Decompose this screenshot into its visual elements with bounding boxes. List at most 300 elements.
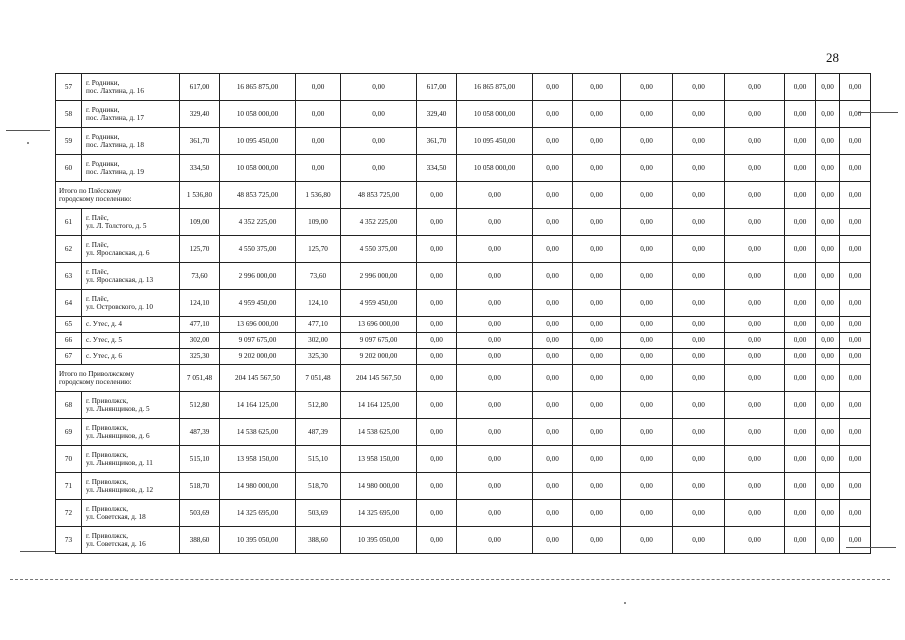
value-cell: 0,00 — [816, 101, 840, 128]
value-cell: 0,00 — [816, 349, 840, 365]
value-cell: 0,00 — [673, 155, 725, 182]
row-number: 66 — [56, 333, 82, 349]
table-row — [56, 446, 897, 473]
value-cell: 0,00 — [417, 500, 457, 527]
value-cell: 0,00 — [457, 209, 533, 236]
value-cell: 0,00 — [457, 236, 533, 263]
value-cell: 0,00 — [673, 419, 725, 446]
value-cell: 0,00 — [621, 290, 673, 317]
value-cell: 0,00 — [816, 473, 840, 500]
scan-speck — [27, 142, 29, 144]
value-cell: 0,00 — [417, 419, 457, 446]
value-cell: 0,00 — [457, 527, 533, 554]
value-cell: 0,00 — [840, 74, 871, 101]
value-cell: 0,00 — [573, 365, 621, 392]
subtotal-label: Итого по Плёсскому городскому поселению: — [56, 182, 180, 209]
address-cell: г. Плёс, ул. Ярославская, д. 13 — [82, 263, 180, 290]
value-cell: 0,00 — [673, 392, 725, 419]
page-number: 28 — [826, 50, 839, 65]
value-cell: 0,00 — [725, 317, 785, 333]
value-cell: 329,40 — [417, 101, 457, 128]
value-cell: 0,00 — [785, 317, 816, 333]
value-cell: 0,00 — [417, 290, 457, 317]
value-cell: 0,00 — [840, 290, 871, 317]
value-cell: 0,00 — [457, 500, 533, 527]
row-number: 72 — [56, 500, 82, 527]
address-cell: с. Утес, д. 5 — [82, 333, 180, 349]
value-cell: 302,00 — [180, 333, 220, 349]
value-cell: 0,00 — [725, 155, 785, 182]
value-cell: 48 853 725,00 — [220, 182, 296, 209]
value-cell: 0,00 — [840, 419, 871, 446]
value-cell: 0,00 — [816, 182, 840, 209]
subtotal-row — [56, 365, 897, 392]
value-cell: 1 536,80 — [180, 182, 220, 209]
address-cell: г. Родники, пос. Лахтина, д. 17 — [82, 101, 180, 128]
value-cell: 361,70 — [417, 128, 457, 155]
value-cell: 0,00 — [573, 74, 621, 101]
value-cell: 0,00 — [785, 446, 816, 473]
value-cell: 0,00 — [816, 365, 840, 392]
value-cell: 0,00 — [785, 290, 816, 317]
address-cell: с. Утес, д. 4 — [82, 317, 180, 333]
value-cell: 0,00 — [816, 155, 840, 182]
value-cell: 0,00 — [673, 473, 725, 500]
value-cell: 0,00 — [573, 527, 621, 554]
value-cell: 0,00 — [417, 473, 457, 500]
value-cell: 0,00 — [621, 263, 673, 290]
value-cell: 0,00 — [533, 290, 573, 317]
value-cell: 512,80 — [180, 392, 220, 419]
value-cell: 0,00 — [457, 392, 533, 419]
value-cell: 7 051,48 — [180, 365, 220, 392]
value-cell: 0,00 — [341, 128, 417, 155]
row-number: 67 — [56, 349, 82, 365]
value-cell: 109,00 — [296, 209, 341, 236]
value-cell: 477,10 — [296, 317, 341, 333]
value-cell: 0,00 — [840, 473, 871, 500]
value-cell: 0,00 — [533, 101, 573, 128]
scan-margin-line-left — [6, 130, 50, 131]
value-cell: 0,00 — [533, 500, 573, 527]
value-cell: 0,00 — [341, 155, 417, 182]
row-number: 68 — [56, 392, 82, 419]
value-cell: 0,00 — [417, 392, 457, 419]
value-cell: 0,00 — [840, 446, 871, 473]
address-cell: г. Плёс, ул. Островского, д. 10 — [82, 290, 180, 317]
row-number: 65 — [56, 317, 82, 333]
value-cell: 0,00 — [725, 419, 785, 446]
value-cell: 0,00 — [341, 74, 417, 101]
subtotal-row — [56, 182, 897, 209]
value-cell: 14 980 000,00 — [341, 473, 417, 500]
value-cell: 0,00 — [457, 182, 533, 209]
value-cell: 0,00 — [725, 527, 785, 554]
value-cell: 2 996 000,00 — [220, 263, 296, 290]
value-cell: 388,60 — [180, 527, 220, 554]
row-number: 61 — [56, 209, 82, 236]
value-cell: 0,00 — [573, 236, 621, 263]
value-cell: 0,00 — [533, 446, 573, 473]
value-cell: 10 058 000,00 — [457, 155, 533, 182]
value-cell: 0,00 — [840, 101, 871, 128]
value-cell: 0,00 — [573, 419, 621, 446]
value-cell: 0,00 — [816, 74, 840, 101]
value-cell: 4 550 375,00 — [341, 236, 417, 263]
value-cell: 0,00 — [296, 74, 341, 101]
value-cell: 2 996 000,00 — [341, 263, 417, 290]
value-cell: 0,00 — [840, 209, 871, 236]
value-cell: 0,00 — [341, 101, 417, 128]
value-cell: 0,00 — [417, 317, 457, 333]
value-cell: 13 958 150,00 — [220, 446, 296, 473]
value-cell: 0,00 — [417, 236, 457, 263]
value-cell: 0,00 — [840, 333, 871, 349]
value-cell: 0,00 — [725, 128, 785, 155]
address-cell: г. Родники, пос. Лахтина, д. 19 — [82, 155, 180, 182]
row-number: 63 — [56, 263, 82, 290]
value-cell: 0,00 — [573, 349, 621, 365]
table-row — [56, 155, 897, 182]
value-cell: 0,00 — [840, 182, 871, 209]
value-cell: 0,00 — [533, 473, 573, 500]
value-cell: 0,00 — [417, 182, 457, 209]
value-cell: 0,00 — [673, 182, 725, 209]
value-cell: 124,10 — [180, 290, 220, 317]
value-cell: 0,00 — [673, 236, 725, 263]
value-cell: 0,00 — [533, 392, 573, 419]
value-cell: 0,00 — [573, 209, 621, 236]
table-row — [56, 473, 897, 500]
value-cell: 0,00 — [816, 263, 840, 290]
value-cell: 0,00 — [417, 263, 457, 290]
table-row — [56, 209, 897, 236]
value-cell: 0,00 — [621, 349, 673, 365]
value-cell: 10 095 450,00 — [457, 128, 533, 155]
value-cell: 0,00 — [840, 500, 871, 527]
row-number: 62 — [56, 236, 82, 263]
table-row — [56, 236, 897, 263]
value-cell: 0,00 — [573, 333, 621, 349]
scan-speck — [624, 602, 626, 604]
value-cell: 0,00 — [816, 236, 840, 263]
value-cell: 0,00 — [533, 182, 573, 209]
address-cell: г. Плёс, ул. Л. Толстого, д. 5 — [82, 209, 180, 236]
table-row — [56, 527, 897, 554]
value-cell: 0,00 — [533, 333, 573, 349]
value-cell: 617,00 — [417, 74, 457, 101]
value-cell: 0,00 — [533, 263, 573, 290]
table-row — [56, 128, 897, 155]
row-number: 60 — [56, 155, 82, 182]
value-cell: 0,00 — [417, 349, 457, 365]
table-row — [56, 317, 897, 333]
scan-edge-dashes — [10, 579, 890, 580]
value-cell: 10 395 050,00 — [341, 527, 417, 554]
value-cell: 334,50 — [180, 155, 220, 182]
row-number: 64 — [56, 290, 82, 317]
value-cell: 4 550 375,00 — [220, 236, 296, 263]
value-cell: 14 325 695,00 — [341, 500, 417, 527]
value-cell: 0,00 — [573, 290, 621, 317]
value-cell: 0,00 — [816, 419, 840, 446]
row-number: 69 — [56, 419, 82, 446]
value-cell: 0,00 — [725, 290, 785, 317]
value-cell: 0,00 — [417, 333, 457, 349]
value-cell: 14 164 125,00 — [220, 392, 296, 419]
value-cell: 0,00 — [621, 473, 673, 500]
value-cell: 0,00 — [573, 155, 621, 182]
table-row — [56, 392, 897, 419]
value-cell: 0,00 — [417, 209, 457, 236]
value-cell: 0,00 — [296, 101, 341, 128]
value-cell: 0,00 — [533, 527, 573, 554]
address-cell: г. Приволжск, ул. Льнянщиков, д. 6 — [82, 419, 180, 446]
table-row — [56, 290, 897, 317]
value-cell: 0,00 — [621, 527, 673, 554]
value-cell: 0,00 — [457, 473, 533, 500]
table-row — [56, 333, 897, 349]
value-cell: 334,50 — [417, 155, 457, 182]
value-cell: 0,00 — [816, 333, 840, 349]
value-cell: 14 980 000,00 — [220, 473, 296, 500]
value-cell: 0,00 — [621, 500, 673, 527]
value-cell: 14 538 625,00 — [341, 419, 417, 446]
value-cell: 0,00 — [785, 74, 816, 101]
value-cell: 617,00 — [180, 74, 220, 101]
value-cell: 0,00 — [673, 317, 725, 333]
address-cell: с. Утес, д. 6 — [82, 349, 180, 365]
value-cell: 0,00 — [573, 446, 621, 473]
table-row — [56, 419, 897, 446]
value-cell: 0,00 — [417, 527, 457, 554]
value-cell: 16 865 875,00 — [457, 74, 533, 101]
value-cell: 125,70 — [180, 236, 220, 263]
value-cell: 0,00 — [296, 128, 341, 155]
value-cell: 0,00 — [840, 392, 871, 419]
value-cell: 0,00 — [621, 74, 673, 101]
value-cell: 0,00 — [725, 263, 785, 290]
value-cell: 0,00 — [725, 473, 785, 500]
value-cell: 0,00 — [457, 263, 533, 290]
scan-margin-line-right — [858, 112, 898, 113]
value-cell: 10 058 000,00 — [220, 155, 296, 182]
value-cell: 124,10 — [296, 290, 341, 317]
value-cell: 0,00 — [725, 500, 785, 527]
value-cell: 13 958 150,00 — [341, 446, 417, 473]
value-cell: 0,00 — [673, 333, 725, 349]
value-cell: 0,00 — [840, 365, 871, 392]
value-cell: 0,00 — [785, 333, 816, 349]
value-cell: 0,00 — [673, 290, 725, 317]
value-cell: 10 095 450,00 — [220, 128, 296, 155]
value-cell: 0,00 — [673, 263, 725, 290]
value-cell: 0,00 — [785, 500, 816, 527]
value-cell: 388,60 — [296, 527, 341, 554]
value-cell: 0,00 — [785, 419, 816, 446]
value-cell: 0,00 — [673, 349, 725, 365]
value-cell: 0,00 — [573, 263, 621, 290]
value-cell: 0,00 — [573, 101, 621, 128]
row-number: 73 — [56, 527, 82, 554]
value-cell: 0,00 — [816, 290, 840, 317]
value-cell: 10 058 000,00 — [220, 101, 296, 128]
value-cell: 0,00 — [725, 101, 785, 128]
value-cell: 0,00 — [725, 365, 785, 392]
value-cell: 329,40 — [180, 101, 220, 128]
value-cell: 4 959 450,00 — [341, 290, 417, 317]
table-row — [56, 500, 897, 527]
value-cell: 0,00 — [621, 419, 673, 446]
value-cell: 0,00 — [816, 128, 840, 155]
value-cell: 487,39 — [180, 419, 220, 446]
value-cell: 0,00 — [816, 392, 840, 419]
value-cell: 302,00 — [296, 333, 341, 349]
value-cell: 0,00 — [573, 473, 621, 500]
value-cell: 4 352 225,00 — [341, 209, 417, 236]
address-cell: г. Приволжск, ул. Льнянщиков, д. 11 — [82, 446, 180, 473]
value-cell: 361,70 — [180, 128, 220, 155]
value-cell: 0,00 — [673, 209, 725, 236]
value-cell: 0,00 — [785, 392, 816, 419]
value-cell: 4 352 225,00 — [220, 209, 296, 236]
value-cell: 13 696 000,00 — [220, 317, 296, 333]
value-cell: 10 058 000,00 — [457, 101, 533, 128]
scan-bottom-line-left — [20, 551, 55, 552]
value-cell: 0,00 — [573, 128, 621, 155]
value-cell: 477,10 — [180, 317, 220, 333]
value-cell: 0,00 — [673, 365, 725, 392]
value-cell: 0,00 — [785, 128, 816, 155]
value-cell: 0,00 — [573, 317, 621, 333]
value-cell: 325,30 — [296, 349, 341, 365]
value-cell: 0,00 — [533, 317, 573, 333]
value-cell: 0,00 — [457, 317, 533, 333]
row-number: 58 — [56, 101, 82, 128]
value-cell: 0,00 — [621, 209, 673, 236]
table-row — [56, 101, 897, 128]
row-number: 71 — [56, 473, 82, 500]
value-cell: 0,00 — [785, 101, 816, 128]
value-cell: 9 202 000,00 — [341, 349, 417, 365]
value-cell: 0,00 — [621, 236, 673, 263]
value-cell: 9 202 000,00 — [220, 349, 296, 365]
value-cell: 0,00 — [816, 446, 840, 473]
value-cell: 0,00 — [621, 317, 673, 333]
value-cell: 0,00 — [785, 155, 816, 182]
value-cell: 0,00 — [673, 74, 725, 101]
row-number: 59 — [56, 128, 82, 155]
value-cell: 0,00 — [533, 349, 573, 365]
value-cell: 0,00 — [816, 527, 840, 554]
value-cell: 0,00 — [725, 333, 785, 349]
value-cell: 0,00 — [816, 209, 840, 236]
address-cell: г. Приволжск, ул. Советская, д. 16 — [82, 527, 180, 554]
value-cell: 0,00 — [816, 317, 840, 333]
value-cell: 0,00 — [816, 500, 840, 527]
value-cell: 0,00 — [533, 209, 573, 236]
value-cell: 0,00 — [785, 349, 816, 365]
value-cell: 13 696 000,00 — [341, 317, 417, 333]
value-cell: 14 325 695,00 — [220, 500, 296, 527]
value-cell: 0,00 — [533, 236, 573, 263]
value-cell: 0,00 — [533, 128, 573, 155]
value-cell: 518,70 — [296, 473, 341, 500]
value-cell: 0,00 — [621, 155, 673, 182]
address-cell: г. Приволжск, ул. Льнянщиков, д. 5 — [82, 392, 180, 419]
value-cell: 0,00 — [840, 155, 871, 182]
value-cell: 0,00 — [673, 446, 725, 473]
table-row — [56, 263, 897, 290]
value-cell: 0,00 — [533, 419, 573, 446]
value-cell: 0,00 — [573, 392, 621, 419]
value-cell: 0,00 — [840, 263, 871, 290]
value-cell: 0,00 — [573, 500, 621, 527]
value-cell: 518,70 — [180, 473, 220, 500]
address-cell: г. Приволжск, ул. Советская, д. 18 — [82, 500, 180, 527]
value-cell: 0,00 — [673, 101, 725, 128]
value-cell: 0,00 — [457, 349, 533, 365]
value-cell: 515,10 — [296, 446, 341, 473]
value-cell: 325,30 — [180, 349, 220, 365]
value-cell: 73,60 — [296, 263, 341, 290]
value-cell: 0,00 — [785, 209, 816, 236]
value-cell: 0,00 — [533, 365, 573, 392]
value-cell: 4 959 450,00 — [220, 290, 296, 317]
address-cell: г. Родники, пос. Лахтина, д. 18 — [82, 128, 180, 155]
value-cell: 487,39 — [296, 419, 341, 446]
value-cell: 0,00 — [673, 128, 725, 155]
value-cell: 0,00 — [457, 446, 533, 473]
value-cell: 0,00 — [840, 349, 871, 365]
table-row — [56, 74, 897, 101]
value-cell: 0,00 — [785, 527, 816, 554]
value-cell: 0,00 — [785, 365, 816, 392]
value-cell: 0,00 — [725, 209, 785, 236]
value-cell: 0,00 — [533, 155, 573, 182]
housing-register-table — [55, 73, 897, 554]
value-cell: 14 538 625,00 — [220, 419, 296, 446]
value-cell: 0,00 — [725, 236, 785, 263]
subtotal-label: Итого по Приволжскому городскому поселению: — [56, 365, 180, 392]
address-cell: г. Плёс, ул. Ярославская, д. 6 — [82, 236, 180, 263]
value-cell: 0,00 — [785, 182, 816, 209]
value-cell: 7 051,48 — [296, 365, 341, 392]
value-cell: 0,00 — [621, 392, 673, 419]
value-cell: 0,00 — [785, 263, 816, 290]
value-cell: 503,69 — [296, 500, 341, 527]
value-cell: 204 145 567,50 — [341, 365, 417, 392]
value-cell: 0,00 — [725, 446, 785, 473]
value-cell: 515,10 — [180, 446, 220, 473]
value-cell: 0,00 — [621, 128, 673, 155]
value-cell: 0,00 — [840, 317, 871, 333]
value-cell: 0,00 — [296, 155, 341, 182]
value-cell: 9 097 675,00 — [341, 333, 417, 349]
value-cell: 0,00 — [417, 365, 457, 392]
address-cell: г. Родники, пос. Лахтина, д. 16 — [82, 74, 180, 101]
value-cell: 9 097 675,00 — [220, 333, 296, 349]
value-cell: 0,00 — [457, 290, 533, 317]
value-cell: 503,69 — [180, 500, 220, 527]
scan-bottom-line-right — [846, 547, 896, 548]
table-row — [56, 349, 897, 365]
value-cell: 0,00 — [621, 101, 673, 128]
value-cell: 0,00 — [840, 527, 871, 554]
value-cell: 48 853 725,00 — [341, 182, 417, 209]
value-cell: 0,00 — [621, 446, 673, 473]
value-cell: 0,00 — [840, 128, 871, 155]
